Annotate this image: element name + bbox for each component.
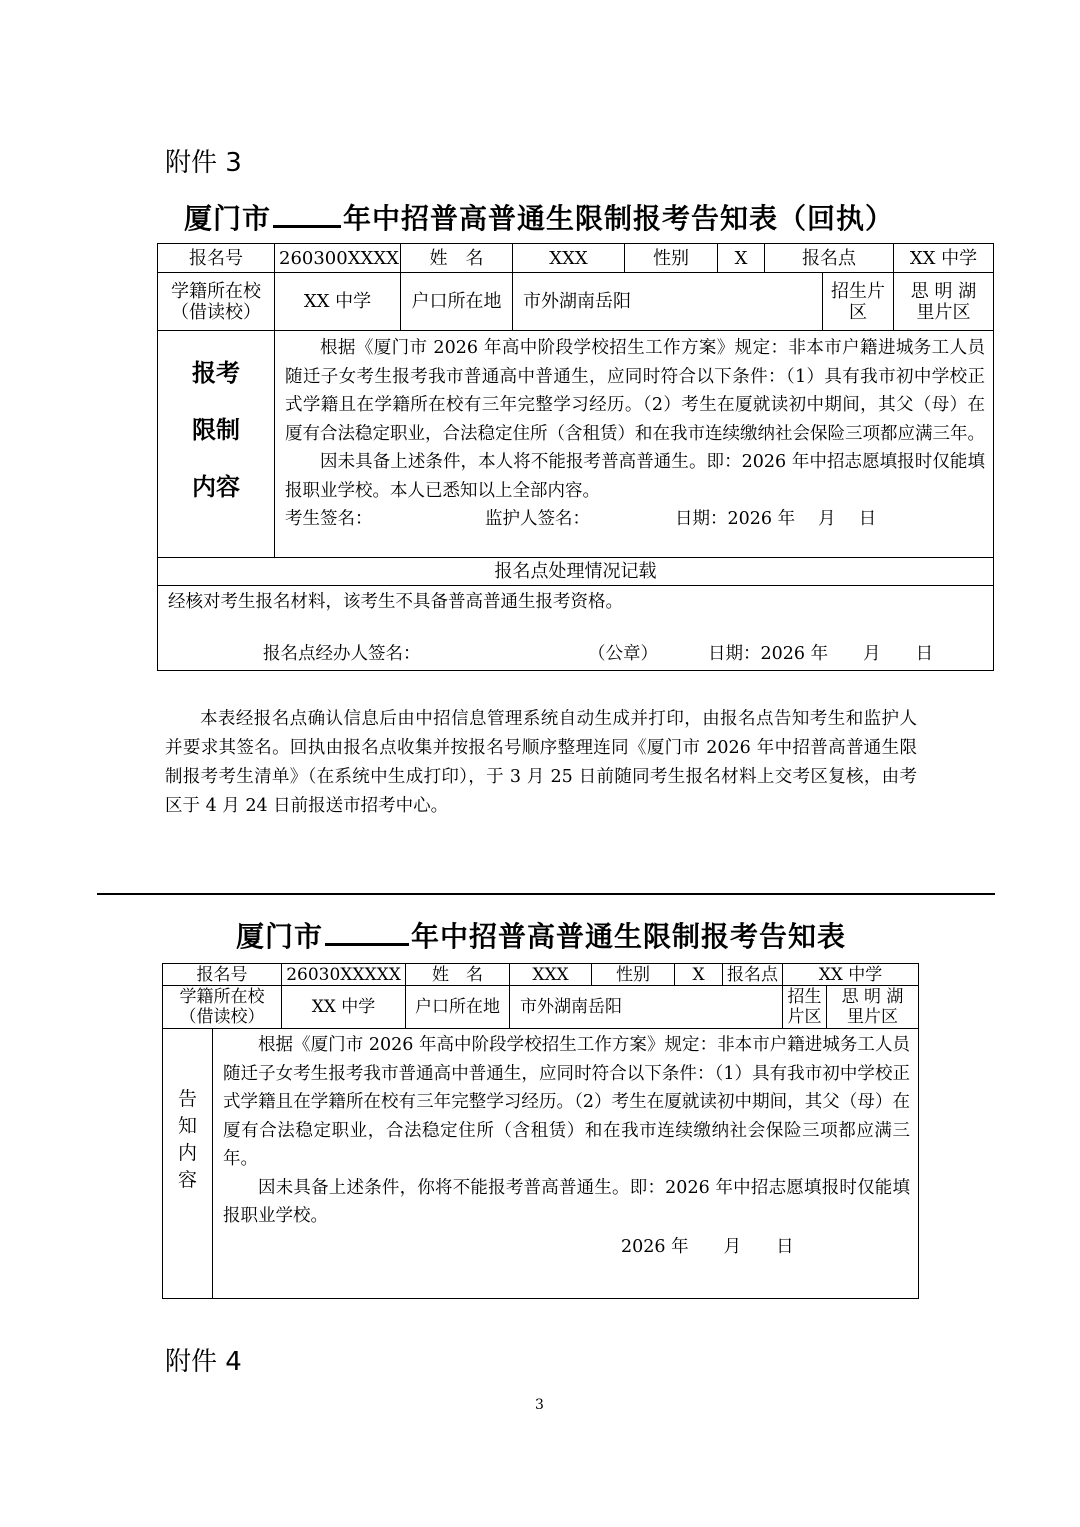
notice-label [163, 1029, 213, 1299]
notice-label-char-4: 容 [177, 1168, 197, 1191]
school-label: 学籍所在校（借读校） [158, 273, 275, 331]
restriction-paragraph-1: 根据《厦门市 2026 年高中阶段学校招生工作方案》规定：非本市户籍进城务工人员随迁子女考生报考我市普通高中普通生，应同时符合以下条件：（1）具有我市初中学校正式学籍且在学籍所在校有三年完整学习经历。（2）考生在厦就读初中期间，其父（母）在厦有合法稳定职业，合法稳定住所（含租赁）和在我市连续缴纳社会保险三项都应满三年。 [285, 338, 986, 444]
restriction-content [275, 331, 994, 558]
site-value: XX 中学 [894, 244, 994, 273]
reg-no-label: 报名号 [158, 244, 275, 273]
form2-title [236, 915, 846, 955]
page-number: 3 [535, 1397, 544, 1413]
form1-table [157, 243, 994, 671]
notice-label-char-1: 告 [177, 1087, 197, 1110]
notice-paragraph-2: 因未具备上述条件，你将不能报考普高普通生。即：2026 年中招志愿填报时仅能填报职业学校。 [223, 1177, 911, 1226]
signature-date: 日期：2026 年 月 日 [675, 509, 877, 529]
site-value: XX 中学 [783, 964, 919, 986]
zone-value: 思 明 湖里片区 [827, 986, 919, 1029]
name-value: XXX [510, 964, 592, 986]
notice-label-char-3: 内 [177, 1141, 197, 1164]
record-text: 经核对考生报名材料，该考生不具备普高普通生报考资格。 [168, 592, 623, 612]
attachment-4-heading: 附件 4 [165, 1347, 242, 1377]
site-label: 报名点 [765, 244, 894, 273]
instruction-note-text: 本表经报名点确认信息后由中招信息管理系统自动生成并打印，由报名点告知考生和监护人并要求其签名。回执由报名点收集并按报名号顺序整理连同《厦门市 2026 年中招普高普通生限制报考考生清单》（在系统中生成打印），于 3 月 25 日前随同考生报名材料上交考区复核，由考区于 4 月 24 日前报送市招考中心。 [165, 709, 917, 816]
reg-no-value: 260300XXXX [275, 244, 401, 273]
school-value: XX 中学 [275, 273, 401, 331]
signature-line [285, 505, 985, 533]
form2-title-suffix: 年中招普高普通生限制报考告知表 [411, 920, 847, 953]
guardian-signature-label: 监护人签名： [485, 509, 590, 529]
gender-label: 性别 [592, 964, 675, 986]
student-signature-label: 考生签名： [285, 509, 373, 529]
form1-title [184, 197, 894, 237]
form1-title-prefix: 厦门市 [184, 202, 272, 235]
hukou-label: 户口所在地 [406, 986, 510, 1029]
site-label: 报名点 [723, 964, 783, 986]
school-label: 学籍所在校（借读校） [163, 986, 282, 1029]
form2-table [162, 963, 919, 1299]
reg-no-value: 26030XXXXX [282, 964, 406, 986]
notice-paragraph-1: 根据《厦门市 2026 年高中阶段学校招生工作方案》规定：非本市户籍进城务工人员随迁子女考生报考我市普通高中普通生，应同时符合以下条件：（1）具有我市初中学校正式学籍且在学籍所在校有三年完整学习经历。（2）考生在厦就读初中期间，其父（母）在厦有合法稳定职业，合法稳定住所（含租赁）和在我市连续缴纳社会保险三项都应满三年。 [223, 1035, 911, 1169]
gender-value: X [675, 964, 723, 986]
notice-date: 2026 年 月 日 [621, 1236, 794, 1257]
year-blank [273, 225, 341, 228]
hukou-value: 市外湖南岳阳 [510, 986, 783, 1029]
restriction-label-line2: 限制 [192, 415, 240, 444]
attachment-3-heading: 附件 3 [165, 148, 242, 178]
hukou-label: 户口所在地 [401, 273, 513, 331]
zone-label: 招生片区 [823, 273, 894, 331]
cut-line [97, 893, 995, 895]
gender-label: 性别 [625, 244, 718, 273]
restriction-label [158, 331, 275, 558]
restriction-label-line3: 内容 [192, 472, 240, 501]
form2-title-prefix: 厦门市 [236, 920, 324, 953]
name-label: 姓 名 [401, 244, 513, 273]
restriction-label-line1: 报考 [192, 358, 240, 387]
zone-value: 思 明 湖里片区 [894, 273, 994, 331]
zone-label: 招生片区 [783, 986, 827, 1029]
notice-label-char-2: 知 [177, 1114, 197, 1137]
instruction-note [165, 705, 917, 821]
year-blank [325, 943, 409, 946]
record-signer-label: 报名点经办人签名： [263, 644, 421, 664]
record-content [158, 586, 994, 671]
restriction-paragraph-2: 因未具备上述条件，本人将不能报考普高普通生。即：2026 年中招志愿填报时仅能填报职业学校。本人已悉知以上全部内容。 [285, 452, 986, 501]
record-date: 日期：2026 年 月 日 [708, 644, 934, 664]
notice-content [213, 1029, 919, 1299]
name-value: XXX [513, 244, 625, 273]
form1-title-suffix: 年中招普高普通生限制报考告知表（回执） [343, 202, 895, 235]
reg-no-label: 报名号 [163, 964, 282, 986]
gender-value: X [718, 244, 765, 273]
name-label: 姓 名 [406, 964, 510, 986]
record-header: 报名点处理情况记载 [158, 558, 994, 586]
school-value: XX 中学 [282, 986, 406, 1029]
official-seal-label: （公章） [588, 644, 658, 664]
hukou-value: 市外湖南岳阳 [513, 273, 823, 331]
